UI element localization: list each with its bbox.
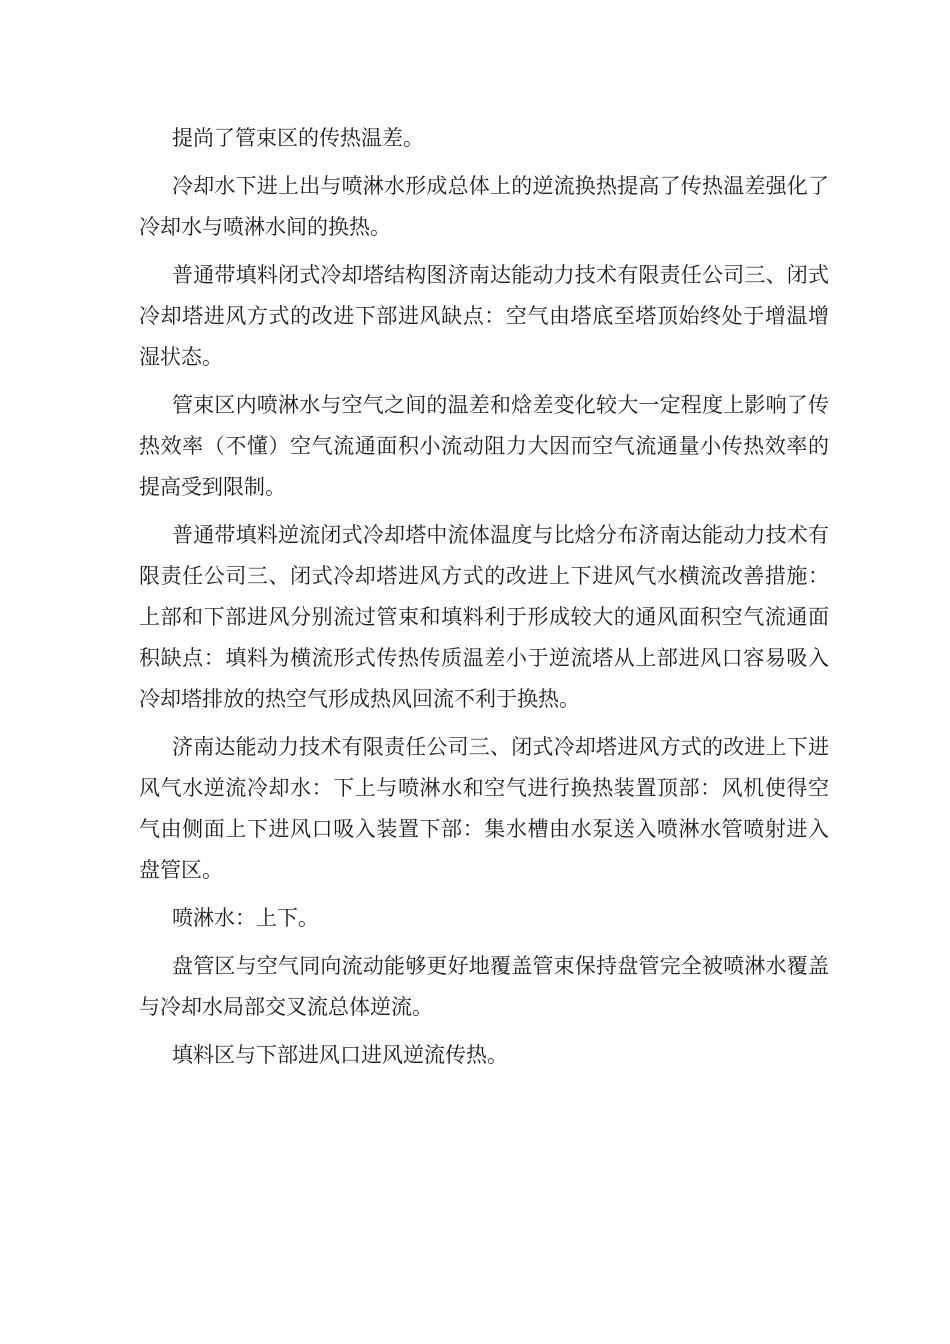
paragraph-3: 普通带填料闭式冷却塔结构图济南达能动力技术有限责任公司三、闭式冷却塔进风方式的改进下部进风缺点：空气由塔底至塔顶始终处于增温增湿状态。 bbox=[139, 263, 829, 369]
paragraph-8: 盘管区与空气同向流动能够更好地覆盖管束保持盘管完全被喷淋水覆盖与冷却水局部交叉流总体逆流。 bbox=[139, 954, 829, 1019]
paragraph-4: 管束区内喷淋水与空气之间的温差和焓差变化较大一定程度上影响了传热效率（不懂）空气流通面积小流动阻力大因而空气流通量小传热效率的提高受到限制。 bbox=[139, 393, 829, 499]
paragraph-5: 普通带填料逆流闭式冷却塔中流体温度与比焓分布济南达能动力技术有限责任公司三、闭式冷却塔进风方式的改进上下进风气水横流改善措施：上部和下部进风分别流过管束和填料利于形成较大的通风面积空气流通面积缺点：填料为横流形式传热传质温差小于逆流塔从上部进风口容易吸入冷却塔排放的热空气形成热风回流不利于换热。 bbox=[139, 523, 829, 711]
paragraph-9: 填料区与下部进风口进风逆流传热。 bbox=[172, 1043, 508, 1067]
paragraph-2: 冷却水下进上出与喷淋水形成总体上的逆流换热提高了传热温差强化了冷却水与喷淋水间的换热。 bbox=[139, 174, 829, 239]
paragraph-6: 济南达能动力技术有限责任公司三、闭式冷却塔进风方式的改进上下进风气水逆流冷却水：下上与喷淋水和空气进行换热装置顶部：风机使得空气由侧面上下进风口吸入装置下部：集水槽由水泵送入喷淋水管喷射进入盘管区。 bbox=[139, 735, 829, 882]
paragraph-7: 喷淋水：上下。 bbox=[172, 906, 319, 930]
paragraph-1: 提尚了管束区的传热温差。 bbox=[172, 126, 424, 150]
body-text bbox=[139, 118, 829, 1083]
